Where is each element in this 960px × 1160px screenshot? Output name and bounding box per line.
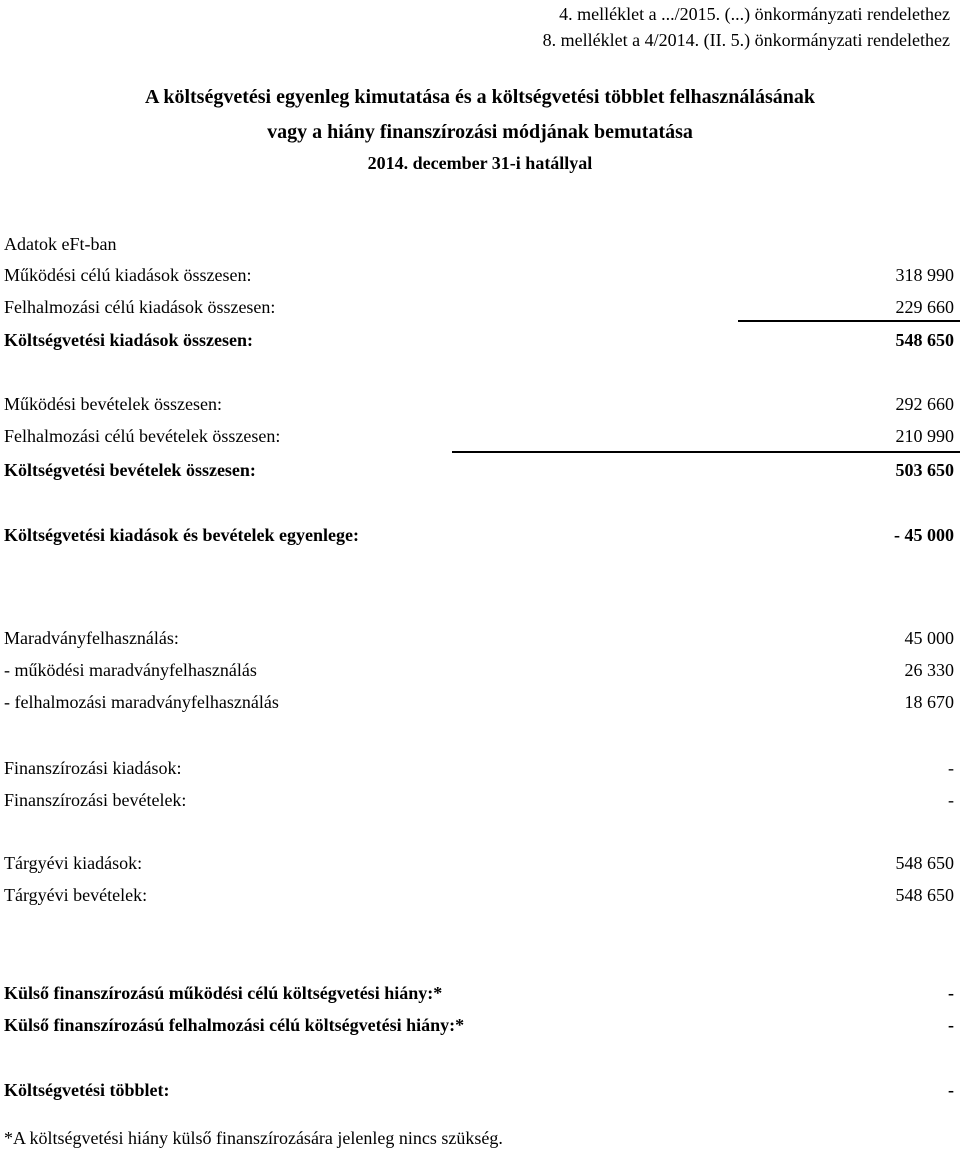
row-value: 45 000 [904, 628, 954, 648]
footnote: *A költségvetési hiány külső finanszírozására jelenleg nincs szükség. [4, 1128, 503, 1148]
row-value: 210 990 [895, 426, 954, 446]
table-row [4, 758, 954, 786]
annex-reference-1: 4. melléklet a .../2015. (...) önkormányzati rendelethez [559, 4, 950, 24]
table-row [4, 885, 954, 913]
row-value: - [948, 1080, 954, 1100]
row-value: - [948, 983, 954, 1003]
table-row [4, 628, 954, 656]
sum-divider [452, 451, 960, 453]
row-label: - működési maradványfelhasználás [4, 660, 257, 680]
table-row [4, 983, 954, 1011]
row-value: 548 650 [895, 853, 954, 873]
row-label: Külső finanszírozású felhalmozási célú költségvetési hiány:* [4, 1015, 465, 1035]
table-row [4, 692, 954, 720]
row-value: - 45 000 [894, 525, 954, 545]
row-value: 548 650 [895, 330, 954, 350]
row-label: - felhalmozási maradványfelhasználás [4, 692, 279, 712]
row-label: Felhalmozási célú bevételek összesen: [4, 426, 281, 446]
row-label: Költségvetési kiadások összesen: [4, 330, 253, 350]
row-label: Működési bevételek összesen: [4, 394, 222, 414]
table-row [4, 394, 954, 422]
row-value: 548 650 [895, 885, 954, 905]
table-row [4, 1015, 954, 1043]
table-row-total [4, 330, 954, 358]
sum-divider [738, 320, 960, 322]
row-label: Külső finanszírozású működési célú költségvetési hiány:* [4, 983, 443, 1003]
row-label: Költségvetési többlet: [4, 1080, 170, 1100]
row-value: 18 670 [904, 692, 954, 712]
table-row [4, 1080, 954, 1108]
units-label: Adatok eFt-ban [4, 234, 117, 254]
row-label: Költségvetési bevételek összesen: [4, 460, 256, 480]
row-label: Tárgyévi kiadások: [4, 853, 143, 873]
table-row-balance [4, 525, 954, 553]
row-value: 318 990 [895, 265, 954, 285]
row-value: - [948, 1015, 954, 1035]
table-row [4, 660, 954, 688]
table-row [4, 265, 954, 293]
row-value: - [948, 790, 954, 810]
document-title-line-1: A költségvetési egyenleg kimutatása és a költségvetési többlet felhasználásának [145, 86, 815, 108]
document-title-line-2: vagy a hiány finanszírozási módjának bemutatása [267, 121, 693, 143]
row-label: Működési célú kiadások összesen: [4, 265, 252, 285]
row-label: Költségvetési kiadások és bevételek egyenlege: [4, 525, 359, 545]
row-value: 26 330 [904, 660, 954, 680]
table-row [4, 790, 954, 818]
table-row-total [4, 460, 954, 488]
row-label: Tárgyévi bevételek: [4, 885, 148, 905]
row-value: 503 650 [895, 460, 954, 480]
table-row [4, 426, 954, 454]
row-label: Finanszírozási bevételek: [4, 790, 187, 810]
row-value: 292 660 [895, 394, 954, 414]
row-label: Felhalmozási célú kiadások összesen: [4, 297, 276, 317]
document-title-date: 2014. december 31-i hatállyal [367, 153, 593, 173]
annex-reference-2: 8. melléklet a 4/2014. (II. 5.) önkormányzati rendelethez [542, 30, 950, 50]
table-row [4, 853, 954, 881]
row-label: Maradványfelhasználás: [4, 628, 179, 648]
row-label: Finanszírozási kiadások: [4, 758, 182, 778]
row-value: 229 660 [895, 297, 954, 317]
row-value: - [948, 758, 954, 778]
